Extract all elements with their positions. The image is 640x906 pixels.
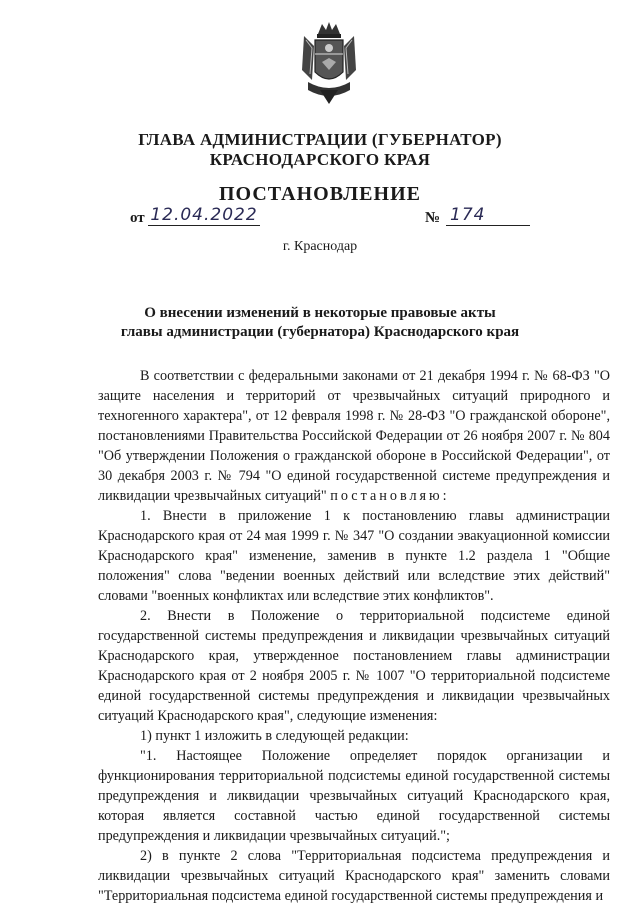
paragraph-item-2: 2. Внести в Положение о территориальной подсистеме единой государственной системы предупреждения и ликвидации чрезвычайных ситуаций Краснодарского края, утвержденное постановлением главы администрации Краснодарского края от 2 ноября 2005 г. № 1007 "О территориальной подсистеме единой государственной системы предупреждения и ликвидации чрезвычайных ситуаций Краснодарского края", следующие изменения:	[98, 608, 610, 724]
paragraph-subitem-2: 2) в пункте 2 слова "Территориальная подсистема предупреждения и ликвидации чрезвычайных ситуаций Краснодарского края" заменить словами "Территориальная подсистема единой государственной системы предупреждения и	[98, 848, 610, 904]
document-title-line-1: О внесении изменений в некоторые правовые акты	[144, 305, 496, 321]
resolve-word: постановляю	[330, 488, 443, 504]
coat-of-arms-emblem	[300, 20, 358, 106]
paragraph-subitem-1: 1) пункт 1 изложить в следующей редакции:	[140, 728, 409, 744]
date-label: от	[130, 210, 145, 226]
document-title-line-2: главы администрации (губернатора) Краснодарского края	[120, 324, 520, 340]
number-value: 174	[446, 205, 530, 226]
preamble-end: :	[442, 488, 447, 504]
document-body	[98, 366, 610, 906]
issuer-title-line-1: ГЛАВА АДМИНИСТРАЦИИ (ГУБЕРНАТОР)	[138, 130, 502, 149]
paragraph-quote: "1. Настоящее Положение определяет порядок организации и функционирования территориальной подсистемы единой государственной системы предупреждения и ликвидации чрезвычайных ситуаций Краснодарского края, которая является составной частью единой государственной системы предупреждения и ликвидации чрезвычайных ситуаций.";	[98, 748, 610, 844]
paragraph-preamble	[98, 366, 610, 506]
issuer-title-line-2: КРАСНОДАРСКОГО КРАЯ	[209, 150, 431, 169]
document-type: ПОСТАНОВЛЕНИЕ	[219, 183, 421, 205]
paragraph-item-1: 1. Внести в приложение 1 к постановлению главы администрации Краснодарского края от 24 мая 1999 г. № 347 "О создании эвакуационной комиссии Краснодарского края" изменение, заменив в пункте 1.2 раздела 1 "Общие положения" слова "ведении военных действий или вследствие этих действий" словами "военных конфликтах или вследствие этих конфликтов".	[98, 508, 610, 604]
city: г. Краснодар	[282, 239, 358, 254]
date-value: 12.04.2022	[148, 205, 260, 226]
preamble-text: В соответствии с федеральными законами от 21 декабря 1994 г. № 68-ФЗ "О защите населения и территорий от чрезвычайных ситуаций природного и техногенного характера", от 12 февраля 1998 г. № 28-ФЗ "О гражданской обороне", постановлениями Правительства Российской Федерации от 26 ноября 2007 г. № 804 "Об утверждении Положения о гражданской обороне в Российской Федерации", от 30 декабря 2003 г. № 794 "О единой государственной системе предупреждения и ликвидации чрезвычайных ситуаций"	[98, 368, 610, 504]
number-label: №	[425, 210, 441, 226]
